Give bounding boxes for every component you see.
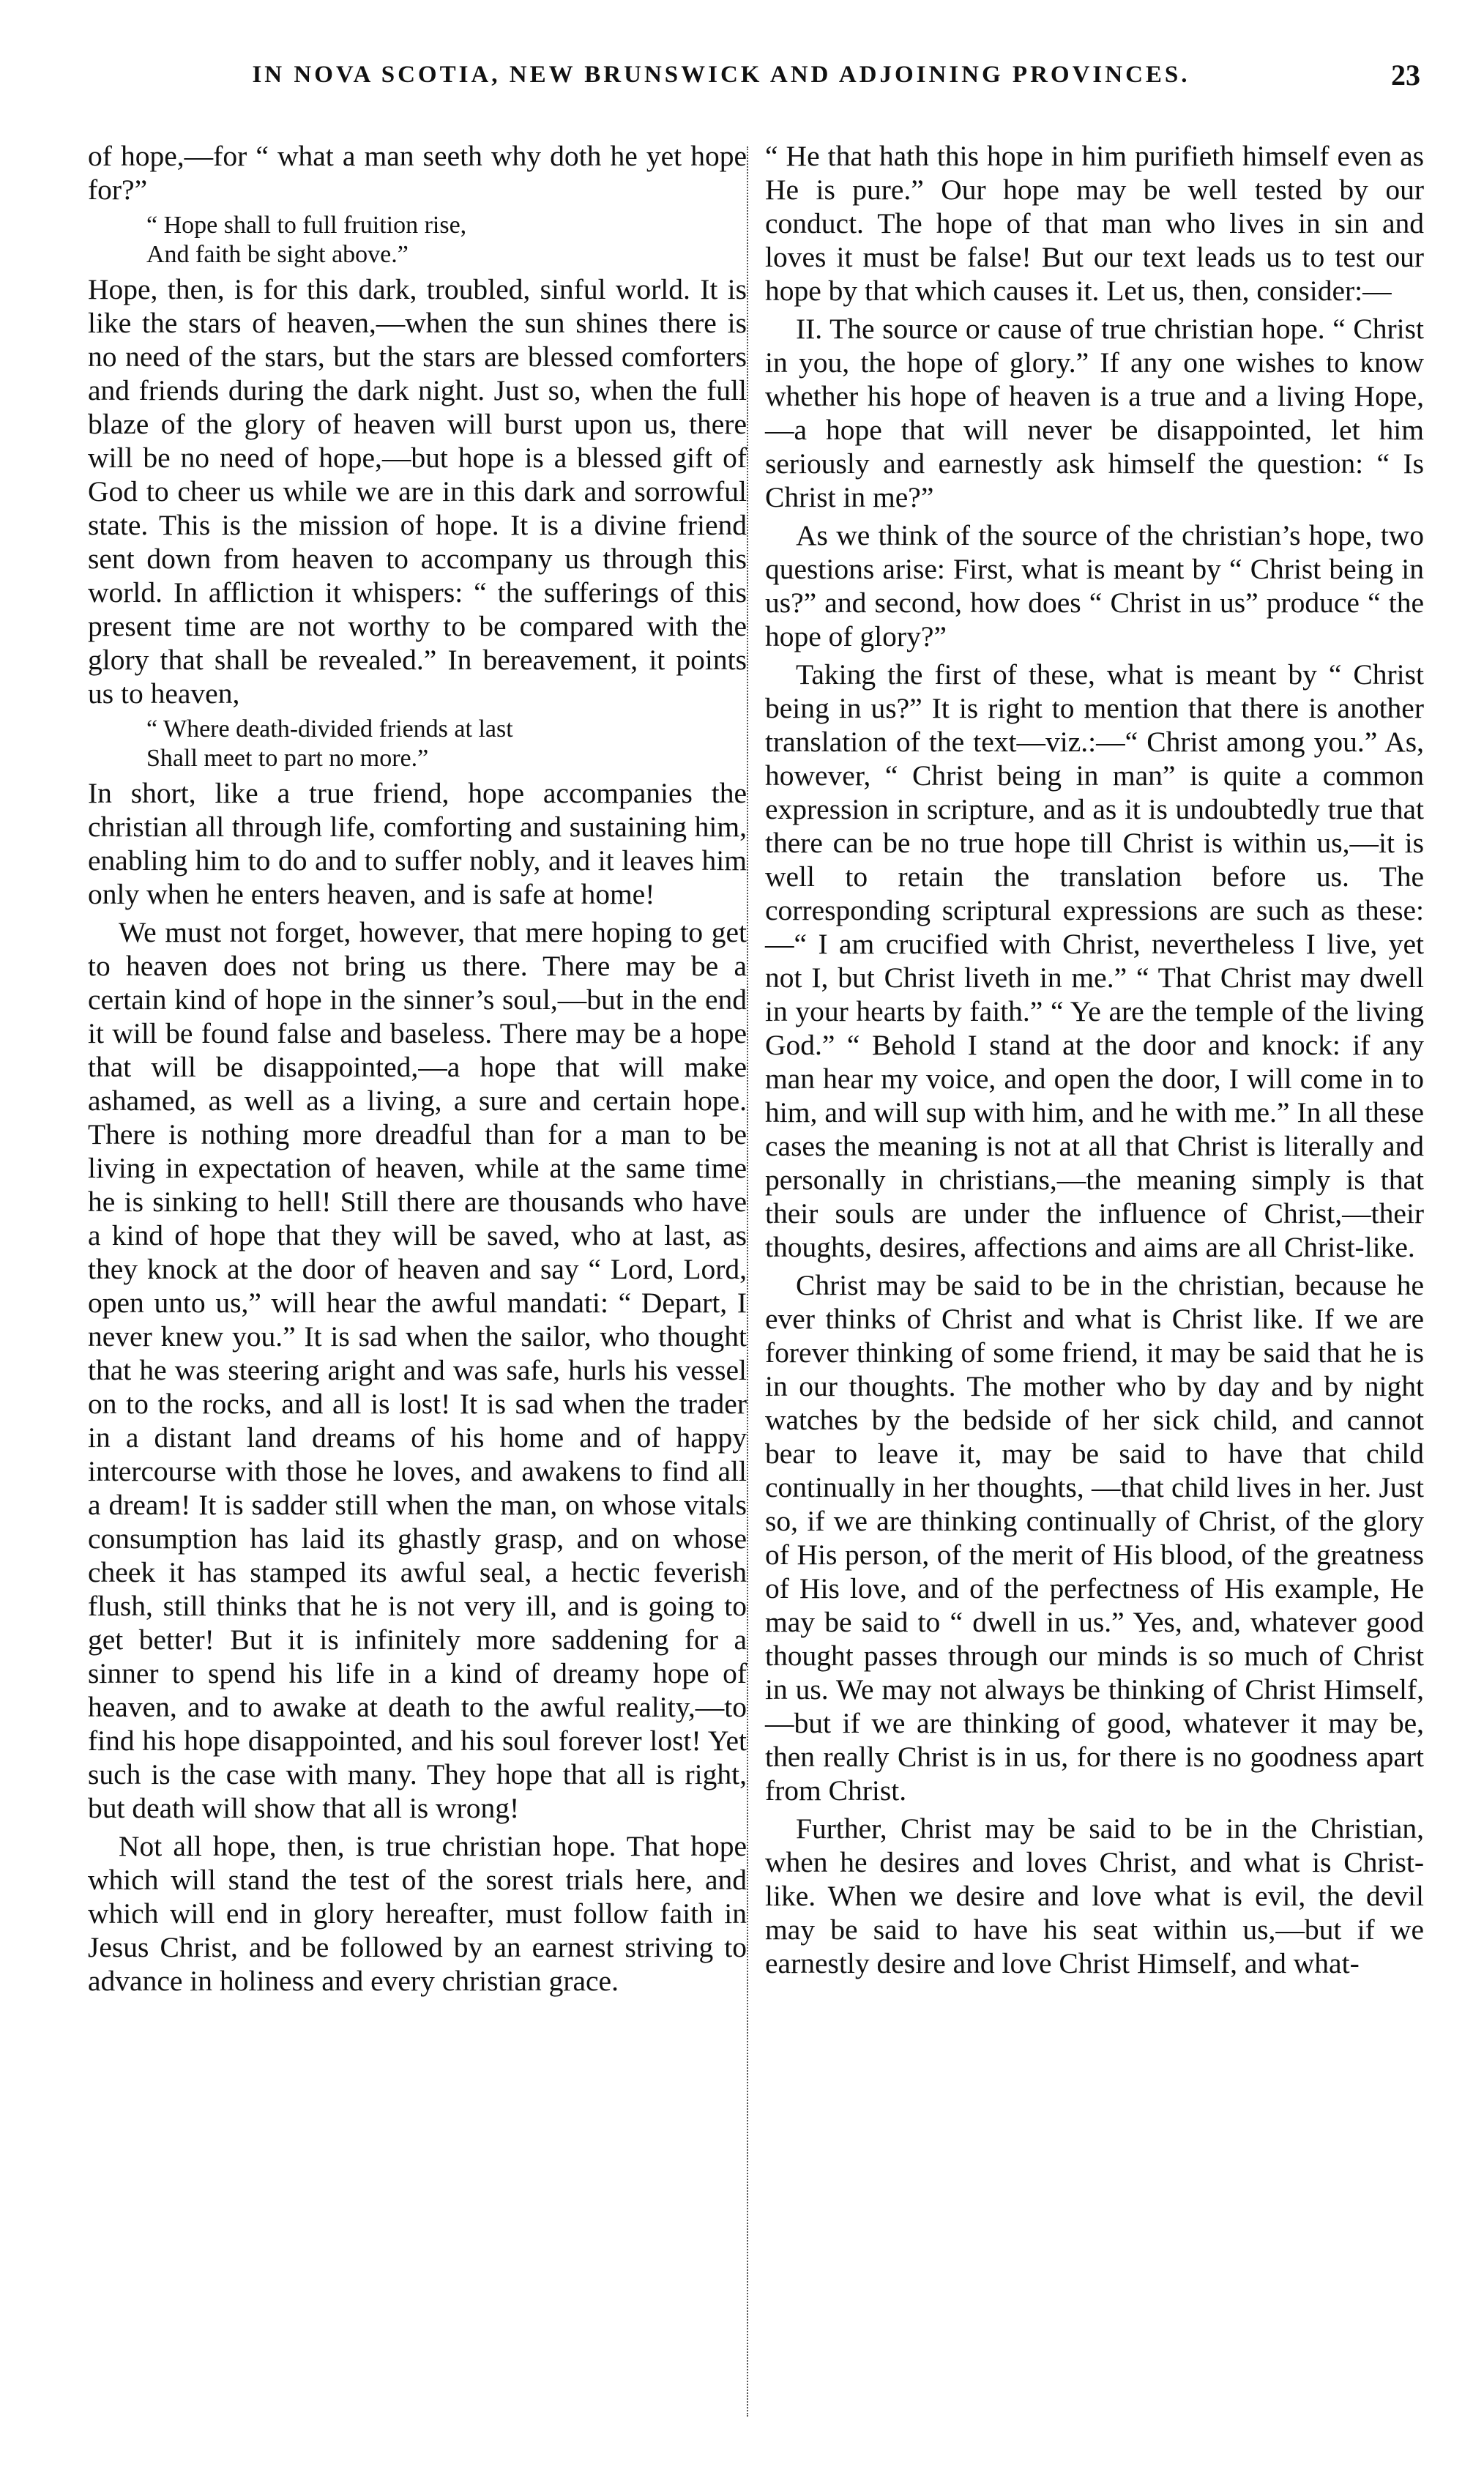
- verse-line: “ Hope shall to full fruition rise,: [146, 212, 467, 239]
- paragraph: Taking the first of these, what is meant by “ Christ being in us?” It is right to mention that there is another translation of the text—viz.:—“ Christ among you.” As, however, “ Christ being in man” is quite a common expression in scripture, and as it is undoubtedly true that there can be no true hope till Christ is within us,—it is well to retain the translation before us. The corresponding scriptural expressions are such as these:—“ I am crucified with Christ, nevertheless I live, yet not I, but Christ liveth in me.” “ That Christ may dwell in your hearts by faith.” “ Ye are the temple of the living God.” “ Behold I stand at the door and knock: if any man hear my voice, and open the door, I will come in to him, and will sup with him, and he with me.” In all these cases the meaning is not at all that Christ is literally and personally in christians,—the meaning simply is that their souls are under the influence of Christ,—their thoughts, desires, affections and aims are all Christ-like.: [765, 658, 1424, 1263]
- paragraph: Further, Christ may be said to be in the Christian, when he desires and loves Christ, and what is Christ-like. When we desire and love what is evil, the devil may be said to have his seat within us,—but if we earnestly desire and love Christ Himself, and what-: [765, 1812, 1424, 1979]
- verse-line: “ Where death-divided friends at last: [146, 715, 513, 743]
- paragraph: Christ may be said to be in the christian, because he ever thinks of Christ and what is Christ like. If we are forever thinking of some friend, it may be said that he is in our thoughts. The mother who by day and by night watches by the bedside of her sick child, and cannot bear to leave it, may be said to have that child continually in her thoughts, —that child lives in her. Just so, if we are thinking continually of Christ, of the glory of His person, of the merit of His blood, of the greatness of His love, and of the perfectness of His example, He may be said to “ dwell in us.” Yes, and, whatever good thought passes through our minds is so much of Christ in us. We may not always be thinking of Christ Himself,—but if we are thinking of good, whatever it may be, then really Christ is in us, for there is no goodness apart from Christ.: [765, 1269, 1424, 1807]
- verse-quote: [146, 715, 747, 773]
- page-number: 23: [1391, 58, 1420, 92]
- paragraph: Hope, then, is for this dark, troubled, sinful world. It is like the stars of heaven,—when the sun shines there is no need of the stars, but the stars are blessed comforters and friends during the dark night. Just so, when the full blaze of the glory of heaven will burst upon us, there will be no need of hope,—but hope is a blessed gift of God to cheer us while we are in this dark and sorrowful state. This is the mission of hope. It is a divine friend sent down from heaven to accompany us through this world. In affliction it whispers: “ the sufferings of this present time are not worthy to be compared with the glory that shall be revealed.” In bereavement, it points us to heaven,: [88, 273, 747, 710]
- paragraph: Not all hope, then, is true christian hope. That hope which will stand the test of the sorest trials here, and which will end in glory hereafter, must follow faith in Jesus Christ, and be followed by an earnest striving to advance in holiness and every christian grace.: [88, 1830, 747, 1997]
- page-header: [88, 45, 1420, 104]
- column-divider: [747, 146, 748, 2417]
- verse-quote: [146, 211, 747, 269]
- right-column: [765, 139, 1424, 1985]
- running-head: IN NOVA SCOTIA, NEW BRUNSWICK AND ADJOINING PROVINCES.: [252, 61, 1190, 88]
- paragraph: As we think of the source of the christian’s hope, two questions arise: First, what is meant by “ Christ being in us?” and second, how does “ Christ in us” produce “ the hope of glory?”: [765, 519, 1424, 652]
- verse-line: And faith be sight above.”: [146, 241, 409, 268]
- paragraph: of hope,—for “ what a man seeth why doth he yet hope for?”: [88, 140, 747, 206]
- verse-line: Shall meet to part no more.”: [146, 745, 429, 772]
- left-column: [88, 139, 747, 2002]
- paragraph: In short, like a true friend, hope accompanies the christian all through life, comforting and sustaining him, enabling him to do and to suffer nobly, and it leaves him only when he enters heaven, and is safe at home!: [88, 777, 747, 910]
- paragraph: “ He that hath this hope in him purifieth himself even as He is pure.” Our hope may be well tested by our conduct. The hope of that man who lives in sin and loves it must be false! But our text leads us to test our hope by that which causes it. Let us, then, consider:—: [765, 140, 1424, 307]
- paragraph: II. The source or cause of true christian hope. “ Christ in you, the hope of glory.” If any one wishes to know whether his hope of heaven is a true and a living Hope,—a hope that will never be disappointed, let him seriously and earnestly ask himself the question: “ Is Christ in me?”: [765, 313, 1424, 513]
- paragraph: We must not forget, however, that mere hoping to get to heaven does not bring us there. There may be a certain kind of hope in the sinner’s soul,—but in the end it will be found false and baseless. There may be a hope that will be disappointed,—a hope that will make ashamed, as well as a living, a sure and certain hope. There is nothing more dreadful than for a man to be living in expectation of heaven, while at the same time he is sinking to hell! Still there are thousands who have a kind of hope that they will be saved, who at last, as they knock at the door of heaven and say “ Lord, Lord, open unto us,” will hear the awful mandati: “ Depart, I never knew you.” It is sad when the sailor, who thought that he was steering aright and was safe, hurls his vessel on to the rocks, and all is lost! It is sad when the trader in a distant land dreams of his home and of happy intercourse with those he loves, and awakens to find all a dream! It is sadder still when the man, on whose vitals consumption has laid its ghastly grasp, and on whose cheek it has stamped its awful seal, a hectic feverish flush, still thinks that he is not very ill, and is going to get better! But it is infinitely more saddening for a sinner to spend his life in a kind of dreamy hope of heaven, and to awake at death to the awful reality,—to find his hope disappointed, and his soul forever lost! Yet such is the case with many. They hope that all is right, but death will show that all is wrong!: [88, 916, 747, 1824]
